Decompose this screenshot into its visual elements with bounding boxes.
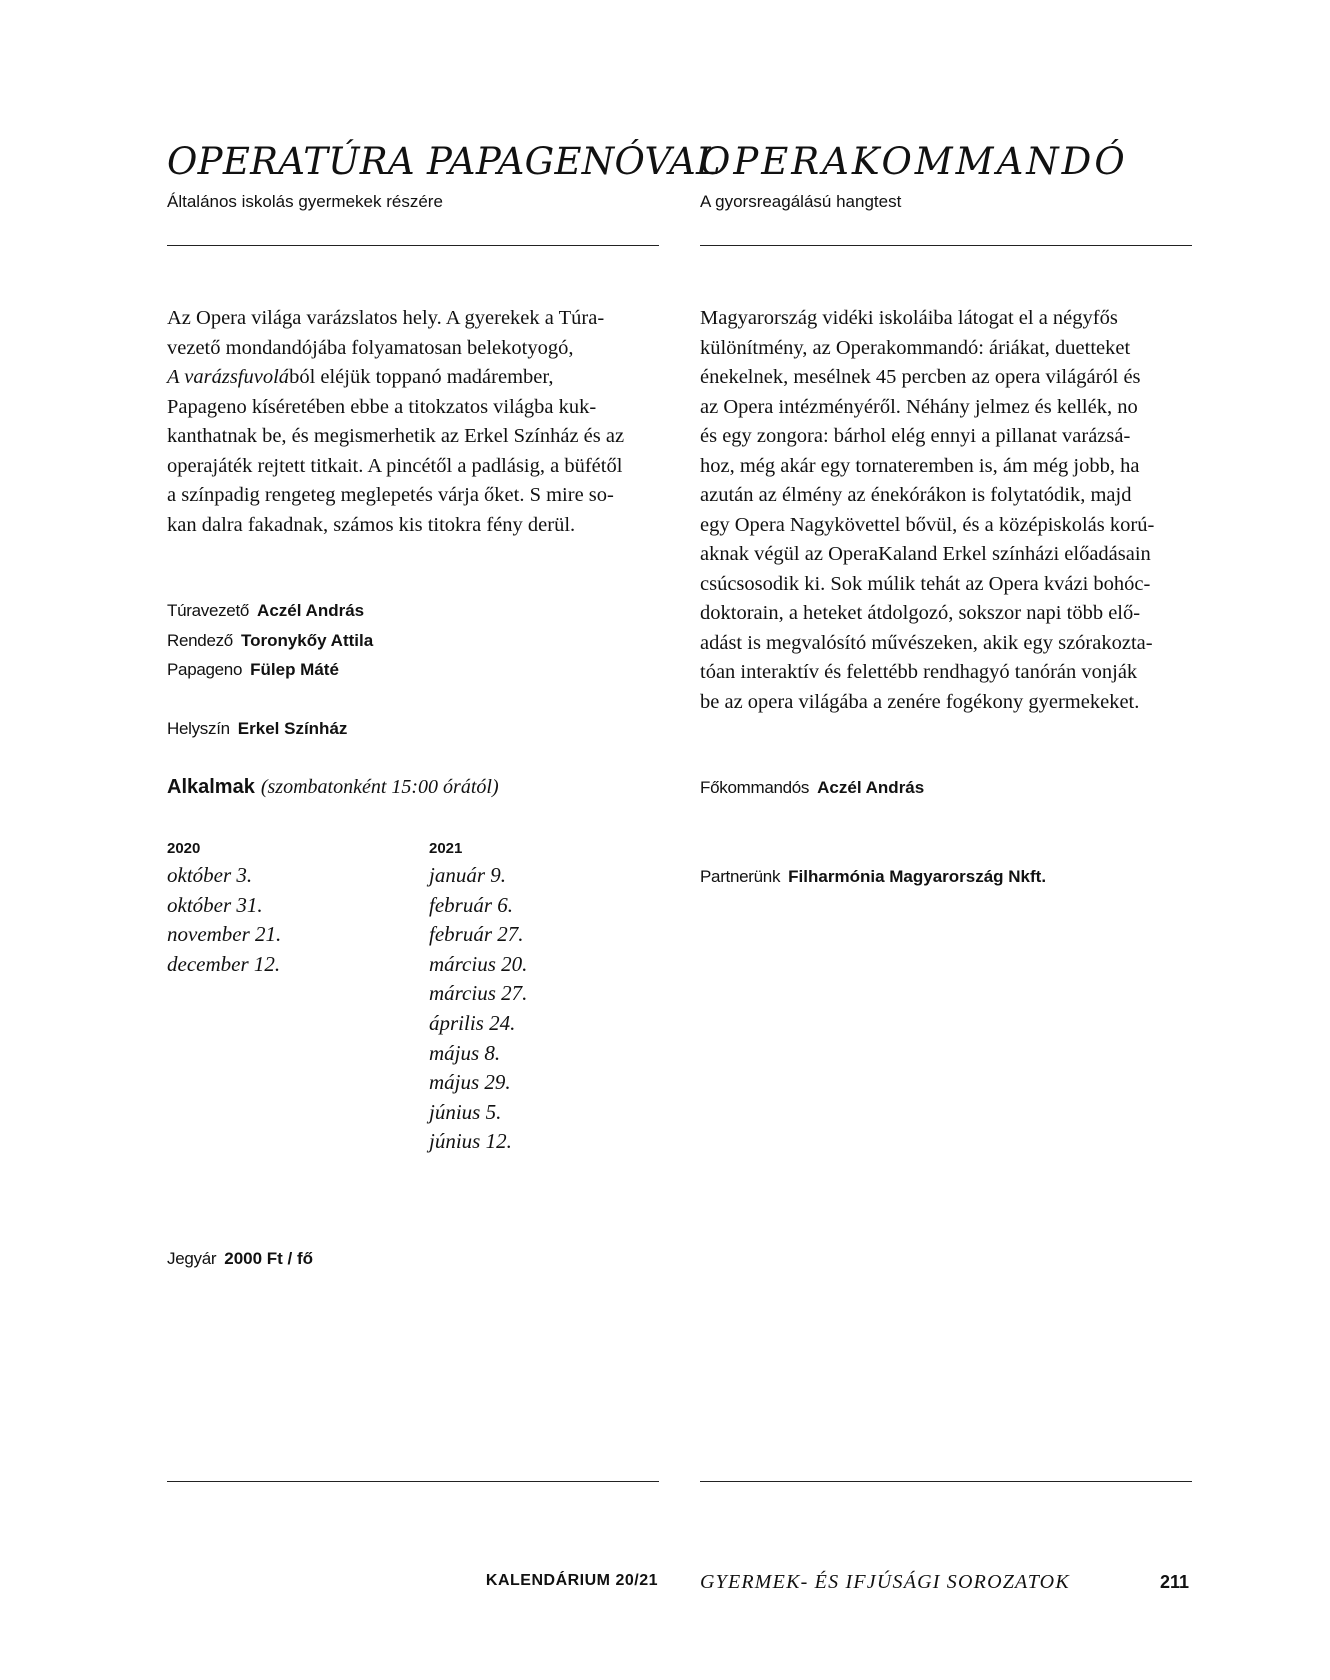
left-subtitle: Általános iskolás gyermekek részére xyxy=(167,192,443,211)
date-item: február 6. xyxy=(429,892,513,917)
price-value: 2000 Ft / fő xyxy=(224,1249,314,1268)
right-bottom-rule xyxy=(700,1481,1192,1482)
right-body-line: azután az élmény az énekórákon is folytatódik, majd xyxy=(700,484,1132,506)
date-item: június 5. xyxy=(429,1099,502,1124)
date-item: december 12. xyxy=(167,951,281,976)
footer-publication: KALENDÁRIUM 20/21 xyxy=(485,1572,658,1589)
venue-name: Erkel Színház xyxy=(237,719,348,738)
date-item: január 9. xyxy=(429,863,507,887)
occasions-label: Alkalmak xyxy=(167,776,255,798)
credit-role: Papageno xyxy=(167,660,243,679)
right-body-line: hoz, még akár egy tornateremben is, ám még jobb, ha xyxy=(700,454,1140,477)
chief-name: Aczél András xyxy=(817,778,925,797)
date-item: június 12. xyxy=(429,1129,512,1154)
chief-role: Főkommandós xyxy=(700,778,810,797)
left-body-line: a színpadig rengeteg meglepetés várja őket. S mire so- xyxy=(167,484,614,506)
right-body-line: doktorain, a heteket átdolgozó, sokszor napi több elő- xyxy=(700,602,1141,624)
date-item: május 29. xyxy=(429,1070,511,1095)
ticket-price xyxy=(167,1249,313,1269)
left-body-line: Papageno kíséretében ebbe a titokzatos világba kuk- xyxy=(167,395,597,418)
left-top-rule xyxy=(167,245,659,246)
right-body-line: Magyarország vidéki iskoláiba látogat el a négyfős xyxy=(700,307,1118,329)
left-body-line: kan dalra fakadnak, számos kis titokra fény derül. xyxy=(167,513,576,536)
venue-role: Helyszín xyxy=(167,719,230,738)
date-item: november 21. xyxy=(167,922,282,947)
year-2021: 2021 xyxy=(429,840,463,857)
credit-name: Toronykőy Attila xyxy=(240,631,374,650)
right-title: OPERAKOMMANDÓ xyxy=(700,140,1128,183)
credit-papageno xyxy=(167,660,339,680)
right-body-line: tóan interaktív és felettébb rendhagyó tanórán vonják xyxy=(700,661,1138,683)
right-body xyxy=(700,304,1154,717)
partner xyxy=(700,867,1046,887)
right-body-line: csúcsosodik ki. Sok múlik tehát az Opera kvázi bohóc- xyxy=(700,572,1151,595)
right-body-line: be az opera világába a zenére fogékony gyermekeket. xyxy=(700,690,1140,713)
dates-2021-list xyxy=(429,861,527,1157)
right-subtitle: A gyorsreagálású hangtest xyxy=(700,192,902,211)
credit-name: Fülep Máté xyxy=(250,660,339,679)
credit-role: Túravezető xyxy=(167,601,250,620)
year-2020: 2020 xyxy=(167,840,201,857)
left-title: OPERATÚRA PAPAGENÓVAL xyxy=(167,140,721,183)
right-body-line: különítmény, az Operakommandó: áriákat, duetteket xyxy=(700,336,1131,359)
page-number: 211 xyxy=(1159,1572,1189,1592)
left-body-line: A varázsfuvolából eléjük toppanó madárember, xyxy=(167,366,554,388)
credit-guide xyxy=(167,601,364,621)
right-body-line: énekelnek, mesélnek 45 percben az opera világáról és xyxy=(700,366,1141,388)
left-body xyxy=(167,304,624,540)
partner-name: Filharmónia Magyarország Nkft. xyxy=(788,867,1047,886)
right-top-rule xyxy=(700,245,1192,246)
credit-director xyxy=(167,631,373,651)
right-body-line: az Opera intézményéről. Néhány jelmez és kellék, no xyxy=(700,395,1138,418)
date-item: május 8. xyxy=(429,1040,501,1065)
left-body-line: operajáték rejtett titkait. A pincétől a padlásig, a büfétől xyxy=(167,454,623,477)
occasions-heading xyxy=(167,776,499,799)
date-item: október 3. xyxy=(167,863,253,887)
date-item: október 31. xyxy=(167,892,263,917)
price-role: Jegyár xyxy=(167,1249,217,1268)
partner-role: Partnerünk xyxy=(700,867,781,886)
chief-commando xyxy=(700,778,924,798)
credit-role: Rendező xyxy=(167,631,233,650)
left-body-line: kanthatnak be, és megismerhetik az Erkel Színház és az xyxy=(167,425,625,447)
right-body-line: adást is megvalósító művészeken, akik egy szórakozta- xyxy=(700,631,1153,654)
dates-2020-list xyxy=(167,861,281,979)
left-bottom-rule xyxy=(167,1481,659,1482)
right-body-line: aknak végül az OperaKaland Erkel színházi előadásain xyxy=(700,543,1151,565)
credit-name: Aczél András xyxy=(257,601,365,620)
date-item: április 24. xyxy=(429,1010,516,1035)
venue xyxy=(167,719,347,739)
left-body-line: vezető mondandójába folyamatosan belekotyogó, xyxy=(167,336,574,359)
footer-series: GYERMEK- ÉS IFJÚSÁGI SOROZATOK xyxy=(700,1571,1070,1593)
left-body-italic: A varázsfuvolá xyxy=(167,366,290,388)
date-item: március 27. xyxy=(429,981,528,1006)
occasions-note: (szombatonként 15:00 órától) xyxy=(260,776,499,798)
left-body-line: Az Opera világa varázslatos hely. A gyerekek a Túra- xyxy=(167,307,605,329)
right-body-line: egy Opera Nagykövettel bővül, és a középiskolás korú- xyxy=(700,513,1155,536)
right-body-line: és egy zongora: bárhol elég ennyi a pillanat varázsá- xyxy=(700,425,1131,447)
date-item: február 27. xyxy=(429,922,524,947)
date-item: március 20. xyxy=(429,951,528,976)
